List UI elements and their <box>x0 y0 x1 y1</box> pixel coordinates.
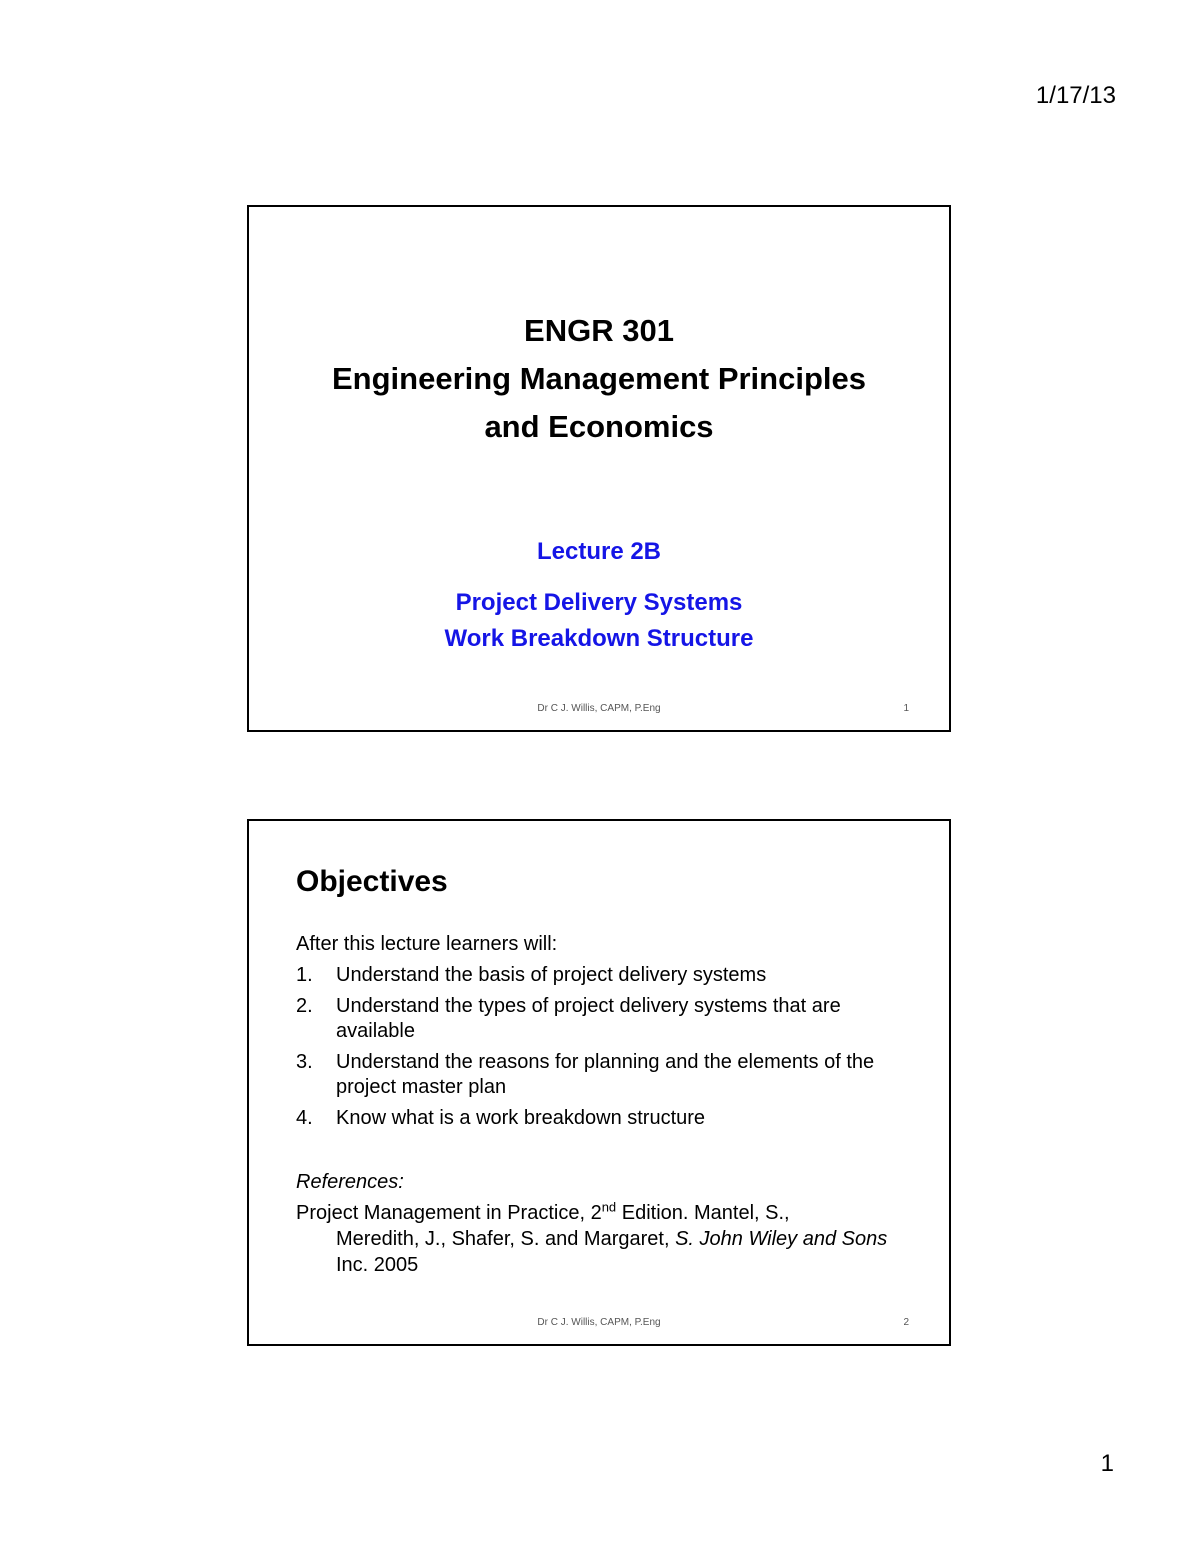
list-item <box>296 1106 916 1131</box>
reference-line-1: Project Management in Practice, 2nd Edition. Mantel, S., <box>296 1199 790 1224</box>
course-name-line-2: and Economics <box>484 409 714 444</box>
slide-subtitle <box>249 537 949 657</box>
page-number: 1 <box>1100 1450 1114 1477</box>
slide-1 <box>247 205 951 732</box>
slide-footer: Dr C J. Willis, CAPM, P.Eng <box>537 703 661 714</box>
course-name-line-1: Engineering Management Principles <box>331 361 866 396</box>
course-code: ENGR 301 <box>524 313 674 348</box>
list-item-text: Understand the types of project delivery systems that are available <box>336 995 841 1042</box>
list-item <box>296 963 916 988</box>
slide-2 <box>247 819 951 1346</box>
slide-footer: Dr C J. Willis, CAPM, P.Eng <box>537 1317 661 1328</box>
list-item <box>296 994 916 1044</box>
references-label: References: <box>296 1171 404 1193</box>
slide-title <box>249 307 949 451</box>
list-item-number: 3. <box>296 1051 313 1073</box>
reference-line-3: Inc. 2005 <box>336 1254 419 1276</box>
lecture-topic-2: Work Breakdown Structure <box>444 625 754 652</box>
list-item-number: 4. <box>296 1107 313 1129</box>
reference-line-2: Meredith, J., Shafer, S. and Margaret, S. John Wiley and Sons <box>336 1228 888 1250</box>
list-item-number: 1. <box>296 964 313 986</box>
slide-number: 2 <box>903 1317 909 1328</box>
lecture-topic-1: Project Delivery Systems <box>455 589 743 616</box>
objectives-intro: After this lecture learners will: <box>296 933 558 955</box>
list-item-text: Understand the basis of project delivery systems <box>336 964 767 986</box>
objectives-heading: Objectives <box>296 865 448 898</box>
objectives-list <box>296 963 916 1137</box>
list-item <box>296 1050 916 1100</box>
list-item-number: 2. <box>296 995 313 1017</box>
list-item-text: Know what is a work breakdown structure <box>336 1107 706 1129</box>
list-item-text: Understand the reasons for planning and the elements of the project master plan <box>336 1051 875 1098</box>
slide-number: 1 <box>903 703 909 714</box>
lecture-number: Lecture 2B <box>536 538 662 565</box>
references <box>296 1169 926 1278</box>
page-date: 1/17/13 <box>1035 82 1116 109</box>
